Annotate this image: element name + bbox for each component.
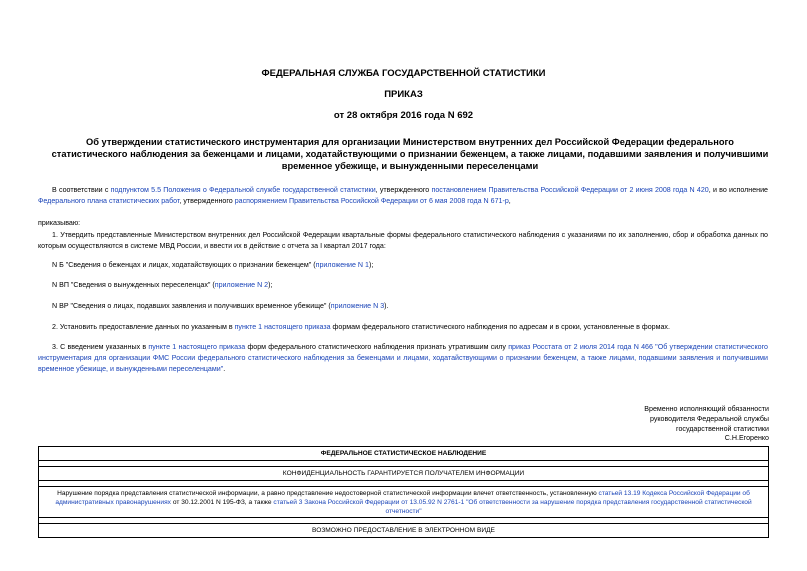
document-title: Об утверждении статистического инструментария для организации Министерством внутренних дел Российской Федерации федерального статистического наблюдения за беженцами и лицами, ходатайствующими о признании беженцем, а также лицами, подавшими заявления и получившими временное убежище, и вынужденными переселенцами — [51, 137, 769, 171]
liability-link-law[interactable]: статьей 3 Закона Российской Федерации от 13.05.92 N 2761-1 "Об ответственности за нарушение порядка представления государственной статистической отчетности" — [273, 498, 752, 515]
federal-observation-cell: ФЕДЕРАЛЬНОЕ СТАТИСТИЧЕСКОЕ НАБЛЮДЕНИЕ — [39, 447, 769, 461]
preamble-link-order[interactable]: распоряжением Правительства Российской Федерации от 6 мая 2008 года N 671-р — [234, 197, 509, 205]
form-b-end: ); — [368, 261, 374, 269]
item-3-text-2: форм федерального статистического наблюдения признать утратившим силу — [245, 343, 509, 351]
form-vr-end: ). — [384, 302, 389, 310]
item-2-text-2: формам федерального статистического наблюдения по адресам и в сроки, установленные в формах. — [330, 323, 670, 331]
preamble-link-regulation[interactable]: подпунктом 5.5 Положения о Федеральной службе государственной статистики — [110, 186, 376, 194]
signature-line-1: Временно исполняющий обязанности — [644, 405, 769, 413]
item-3-text-3: . — [223, 365, 226, 373]
confidentiality-cell: КОНФИДЕНЦИАЛЬНОСТЬ ГАРАНТИРУЕТСЯ ПОЛУЧАТЕЛЕМ ИНФОРМАЦИИ — [39, 467, 769, 481]
preamble-link-plan[interactable]: Федерального плана статистических работ — [38, 197, 180, 205]
item-3-text-1: 3. С введением указанных в — [52, 343, 149, 351]
form-vp-line — [52, 280, 272, 291]
agency-heading: ФЕДЕРАЛЬНАЯ СЛУЖБА ГОСУДАРСТВЕННОЙ СТАТИСТИКИ — [261, 68, 546, 79]
preamble-text-2: , утвержденного — [375, 186, 432, 194]
item-1-paragraph: 1. Утвердить представленные Министерством внутренних дел Российской Федерации квартальные формы федерального статистического наблюдения с указаниями по их заполнению, сбор и обработка данных по которым осуществляются в системе МВД России, и ввести их в действие с отчета за I квартал 2017 года: — [38, 231, 768, 250]
signature-name: С.Н.Егоренко — [724, 434, 769, 443]
preamble-text-5: , — [508, 197, 511, 205]
preamble-text-4: , утвержденного — [179, 197, 235, 205]
item-2-link[interactable]: пункте 1 настоящего приказа — [234, 323, 331, 331]
preamble-link-decree[interactable]: постановлением Правительства Российской Федерации от 2 июня 2008 года N 420 — [431, 186, 709, 194]
form-vr-text: N ВР "Сведения о лицах, подавших заявления и получивших временное убежище" ( — [52, 302, 331, 310]
liability-text-1: Нарушение порядка представления статистической информации, а равно представление недостоверной статистической информации влечет ответственность, установленную — [57, 489, 599, 497]
appendix-2-link[interactable]: приложение N 2 — [214, 281, 269, 289]
doc-type-heading: ПРИКАЗ — [384, 89, 423, 100]
electronic-submission-cell: ВОЗМОЖНО ПРЕДОСТАВЛЕНИЕ В ЭЛЕКТРОННОМ ВИДЕ — [39, 524, 769, 538]
form-vp-text: N ВП "Сведения о вынужденных переселенцах" ( — [52, 281, 215, 289]
liability-text-2: от 30.12.2001 N 195-ФЗ, а также — [170, 498, 274, 506]
signature-line-3: государственной статистики — [676, 424, 769, 433]
item-3-link-1[interactable]: пункте 1 настоящего приказа — [148, 343, 246, 351]
form-vr-line — [52, 301, 388, 312]
item-2-paragraph — [52, 322, 670, 333]
form-b-line — [52, 260, 373, 271]
preamble-paragraph — [38, 185, 768, 207]
signature-line-2: руководителя Федеральной службы — [649, 414, 769, 423]
order-word: приказываю: — [38, 219, 81, 227]
form-vp-end: ); — [268, 281, 273, 289]
preamble-text-1: В соответствии с — [52, 186, 111, 194]
liability-cell — [39, 487, 769, 518]
item-3-paragraph — [38, 342, 768, 375]
liability-link-code[interactable]: статьей 13.19 Кодекса Российской Федерации об административных правонарушениях — [55, 489, 750, 506]
item-2-text-1: 2. Установить предоставление данных по указанным в — [52, 323, 235, 331]
appendix-1-link[interactable]: приложение N 1 — [315, 261, 369, 269]
preamble-text-3: , и во исполнение — [708, 186, 768, 194]
appendix-3-link[interactable]: приложение N 3 — [330, 302, 385, 310]
form-b-text: N Б "Сведения о беженцах и лицах, ходатайствующих о признании беженцем" ( — [52, 261, 316, 269]
date-number-heading: от 28 октября 2016 года N 692 — [333, 110, 474, 121]
item-3-link-2[interactable]: приказ Росстата от 2 июля 2014 года N 466 "Об утверждении статистического инструментария для организации ФМС России федерального статистического наблюдения за беженцами и лицами, ходатайствующими о признании беженцем, а также лицами, подавшими заявления и получившими временное убежище, и вынужденными переселенцами" — [38, 343, 768, 373]
form-header-table — [38, 446, 769, 538]
signature-block — [644, 405, 769, 444]
